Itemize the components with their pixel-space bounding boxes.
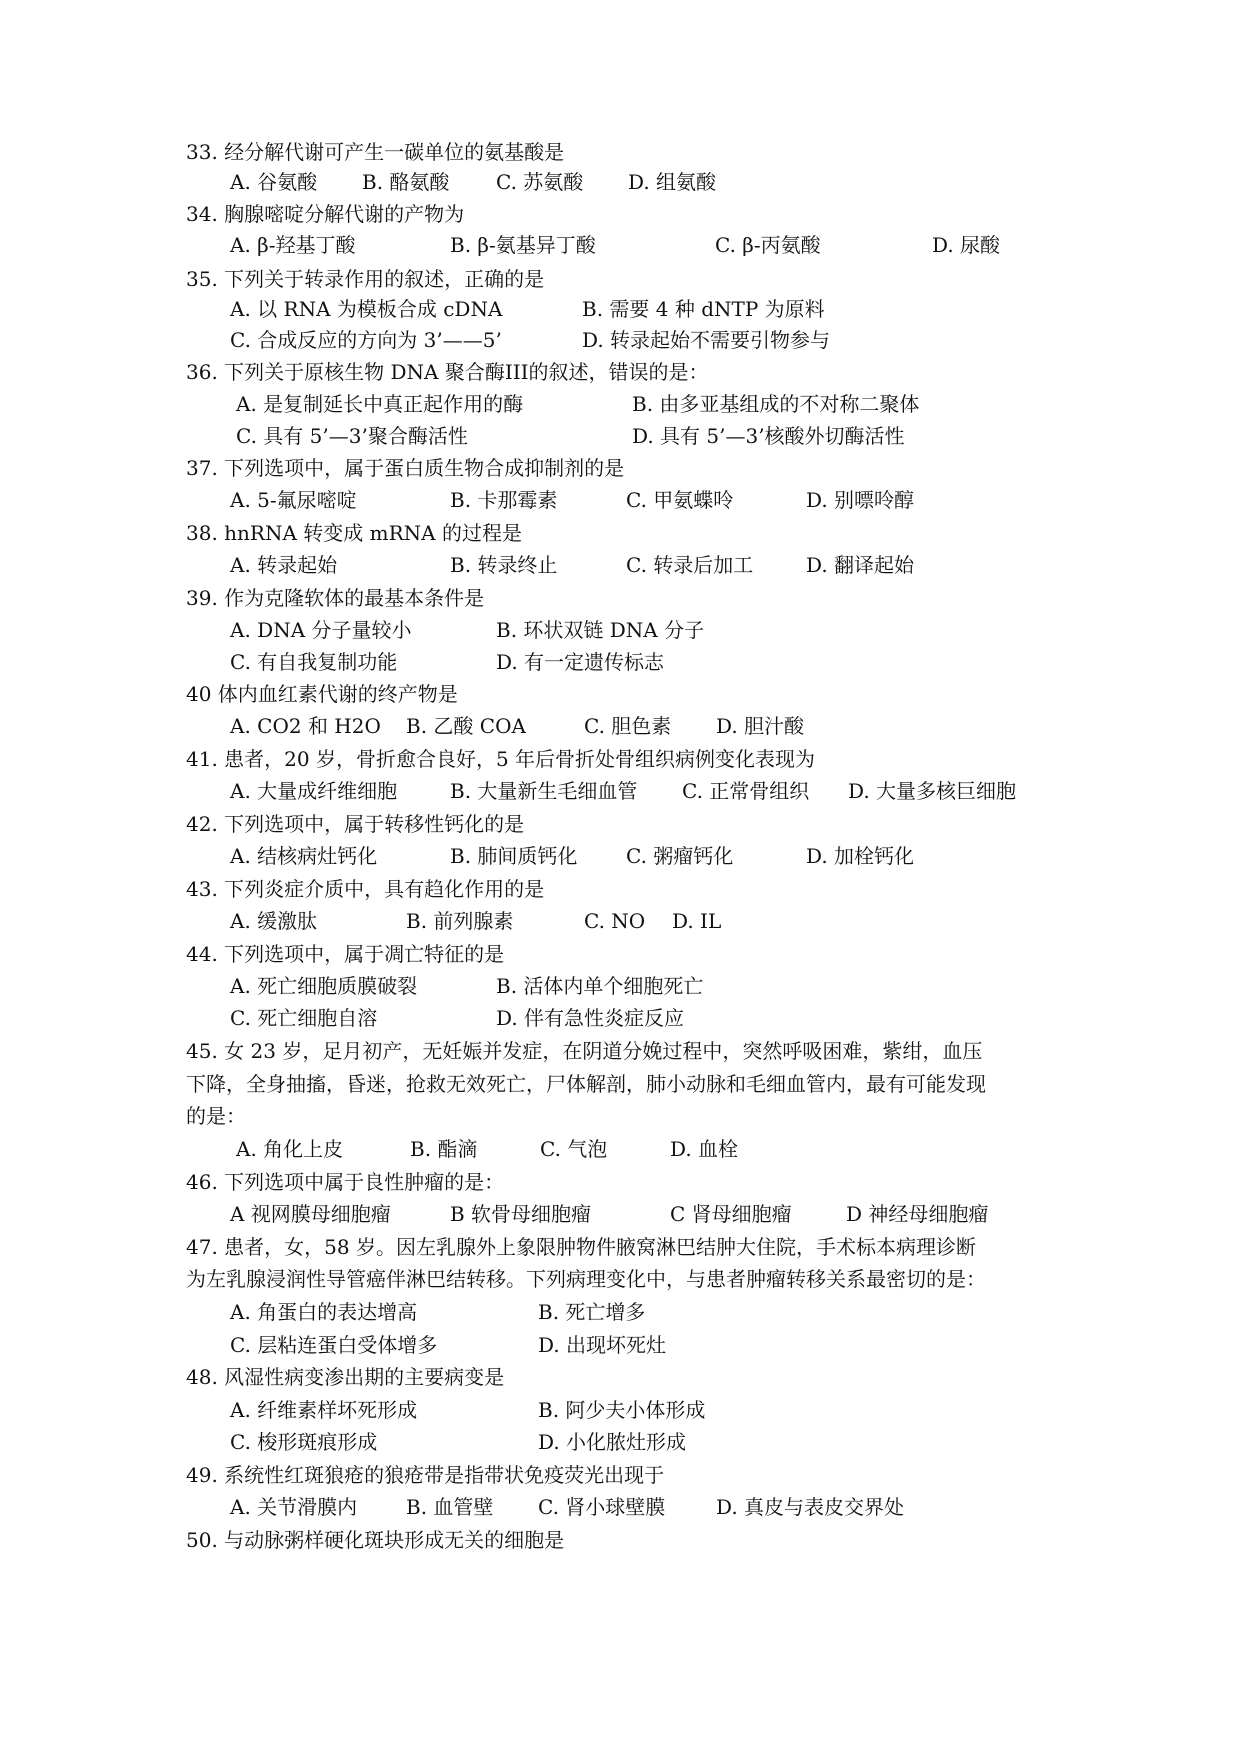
option-a: A. β-羟基丁酸 [230,233,356,257]
option-b: B. 死亡增多 [538,1300,646,1324]
option-c: C. 梭形斑痕形成 [230,1430,378,1454]
options-row [0,614,1241,646]
options-row [0,1296,1241,1328]
question-40 [0,678,1241,710]
option-d: D. 组氨酸 [628,170,717,194]
option-c: C. 甲氨蝶呤 [626,488,734,512]
question-46 [0,1166,1241,1198]
option-b: B. 肺间质钙化 [450,844,578,868]
question-41 [0,743,1241,775]
options-row [0,484,1241,516]
option-d: D. 血栓 [670,1137,739,1161]
option-d: D. 小化脓灶形成 [538,1430,687,1454]
option-c: C. 具有 5’—3’聚合酶活性 [236,424,468,448]
question-38 [0,517,1241,549]
question-39 [0,582,1241,614]
option-c: C. 转录后加工 [626,553,754,577]
option-c: C. 合成反应的方向为 3’——5’ [230,328,502,352]
option-b: B. 大量新生毛细血管 [450,779,638,803]
question-text: 33. 经分解代谢可产生一碳单位的氨基酸是 [186,140,565,164]
options-row [0,388,1241,420]
option-a: A. 关节滑膜内 [230,1495,358,1519]
option-d: D. 伴有急性炎症反应 [496,1006,685,1030]
options-row [0,970,1241,1002]
options-row [0,1426,1241,1458]
question-text: 44. 下列选项中，属于凋亡特征的是 [186,942,505,966]
option-a: A. 以 RNA 为模板合成 cDNA [230,297,503,321]
question-text: 36. 下列关于原核生物 DNA 聚合酶III的叙述，错误的是： [186,360,709,384]
option-b: B. 酪氨酸 [362,170,450,194]
options-row [0,324,1241,356]
options-row [0,1198,1241,1230]
option-a: A. 转录起始 [230,553,338,577]
option-c: C. 正常骨组织 [682,779,810,803]
option-c: C 肾母细胞瘤 [670,1202,792,1226]
option-b: B. 活体内单个细胞死亡 [496,974,704,998]
question-44 [0,938,1241,970]
option-d: D. 出现坏死灶 [538,1333,667,1357]
question-text: 46. 下列选项中属于良性肿瘤的是： [186,1170,505,1194]
option-c: C. 层粘连蛋白受体增多 [230,1333,438,1357]
options-row [0,905,1241,937]
option-a: A. 角化上皮 [236,1137,344,1161]
question-45-continued [0,1100,1241,1132]
question-37 [0,452,1241,484]
option-a: A. 纤维素样坏死形成 [230,1398,418,1422]
question-47-continued [0,1263,1241,1295]
question-36 [0,356,1241,388]
options-row [0,549,1241,581]
option-b: B. 阿少夫小体形成 [538,1398,706,1422]
options-row [0,293,1241,325]
question-text: 38. hnRNA 转变成 mRNA 的过程是 [186,521,522,545]
option-d: D. 真皮与表皮交界处 [716,1495,905,1519]
question-text: 41. 患者，20 岁，骨折愈合良好，5 年后骨折处骨组织病例变化表现为 [186,747,816,771]
question-47 [0,1231,1241,1263]
question-text-line: 下降，全身抽搐，昏迷，抢救无效死亡，尸体解剖，肺小动脉和毛细血管内，最有可能发现 [186,1072,986,1096]
option-c: C. NO [584,909,646,933]
question-text: 39. 作为克隆软体的最基本条件是 [186,586,485,610]
option-d: D. 有一定遗传标志 [496,650,665,674]
option-d: D. IL [672,909,722,933]
option-b: B. 需要 4 种 dNTP 为原料 [582,297,825,321]
options-row [0,1002,1241,1034]
options-row [0,710,1241,742]
option-c: C. 粥瘤钙化 [626,844,734,868]
question-text: 42. 下列选项中，属于转移性钙化的是 [186,812,525,836]
options-row [0,229,1241,261]
option-a: A. 大量成纤维细胞 [230,779,398,803]
option-b: B. β-氨基异丁酸 [450,233,596,257]
options-row [0,1394,1241,1426]
question-text: 48. 风湿性病变渗出期的主要病变是 [186,1365,505,1389]
option-b: B. 血管壁 [406,1495,494,1519]
option-d: D. 胆汁酸 [716,714,805,738]
option-b: B. 转录终止 [450,553,558,577]
option-d: D. 大量多核巨细胞 [848,779,1017,803]
option-a: A. 缓激肽 [230,909,318,933]
question-text: 43. 下列炎症介质中，具有趋化作用的是 [186,877,545,901]
option-b: B 软骨母细胞瘤 [450,1202,592,1226]
option-a: A 视网膜母细胞瘤 [230,1202,391,1226]
option-a: A. 结核病灶钙化 [230,844,378,868]
option-d: D 神经母细胞瘤 [846,1202,989,1226]
option-b: B. 酯滴 [410,1137,478,1161]
question-45 [0,1035,1241,1067]
option-c: C. 有自我复制功能 [230,650,398,674]
question-text: 50. 与动脉粥样硬化斑块形成无关的细胞是 [186,1528,565,1552]
option-d: D. 转录起始不需要引物参与 [582,328,831,352]
question-42 [0,808,1241,840]
option-b: B. 乙酸 COA [406,714,526,738]
option-a: A. 5-氟尿嘧啶 [230,488,357,512]
option-a: A. 死亡细胞质膜破裂 [230,974,418,998]
question-text: 37. 下列选项中，属于蛋白质生物合成抑制剂的是 [186,456,625,480]
option-a: A. 角蛋白的表达增高 [230,1300,418,1324]
question-49 [0,1459,1241,1491]
option-d: D. 尿酸 [932,233,1001,257]
question-34 [0,198,1241,230]
option-d: D. 别嘌呤醇 [806,488,915,512]
question-text: 34. 胸腺嘧啶分解代谢的产物为 [186,202,465,226]
options-row [0,1329,1241,1361]
option-c: C. 死亡细胞自溶 [230,1006,378,1030]
options-row [0,775,1241,807]
option-a: A. CO2 和 H2O [230,714,381,738]
option-b: B. 前列腺素 [406,909,514,933]
option-b: B. 卡那霉素 [450,488,558,512]
options-row [0,646,1241,678]
option-d: D. 翻译起始 [806,553,915,577]
option-c: C. 苏氨酸 [496,170,584,194]
question-text: 40 体内血红素代谢的终产物是 [186,682,458,706]
question-50 [0,1524,1241,1556]
option-d: D. 加栓钙化 [806,844,915,868]
question-text: 35. 下列关于转录作用的叙述，正确的是 [186,267,545,291]
option-a: A. 是复制延长中真正起作用的酶 [236,392,524,416]
question-text-line: 45. 女 23 岁，足月初产，无妊娠并发症，在阴道分娩过程中，突然呼吸困难，紫绀，血压 [186,1039,983,1063]
option-c: C. β-丙氨酸 [715,233,821,257]
option-c: C. 气泡 [540,1137,608,1161]
question-45-continued [0,1068,1241,1100]
options-row [0,1491,1241,1523]
option-b: B. 由多亚基组成的不对称二聚体 [632,392,920,416]
question-43 [0,873,1241,905]
option-b: B. 环状双链 DNA 分子 [496,618,705,642]
option-c: C. 胆色素 [584,714,672,738]
options-row [0,420,1241,452]
question-48 [0,1361,1241,1393]
question-35 [0,263,1241,295]
option-a: A. 谷氨酸 [230,170,318,194]
options-row [0,166,1241,198]
question-text-line: 的是： [186,1104,246,1128]
question-33 [0,136,1241,168]
question-text-line: 47. 患者，女，58 岁。因左乳腺外上象限肿物件腋窝淋巴结肿大住院，手术标本病理诊断 [186,1235,976,1259]
options-row [0,840,1241,872]
option-c: C. 肾小球壁膜 [538,1495,666,1519]
options-row [0,1133,1241,1165]
option-d: D. 具有 5’—3’核酸外切酶活性 [632,424,905,448]
option-a: A. DNA 分子量较小 [230,618,412,642]
question-text: 49. 系统性红斑狼疮的狼疮带是指带状免疫荧光出现于 [186,1463,665,1487]
question-text-line: 为左乳腺浸润性导管癌伴淋巴结转移。下列病理变化中，与患者肿瘤转移关系最密切的是： [186,1267,986,1291]
